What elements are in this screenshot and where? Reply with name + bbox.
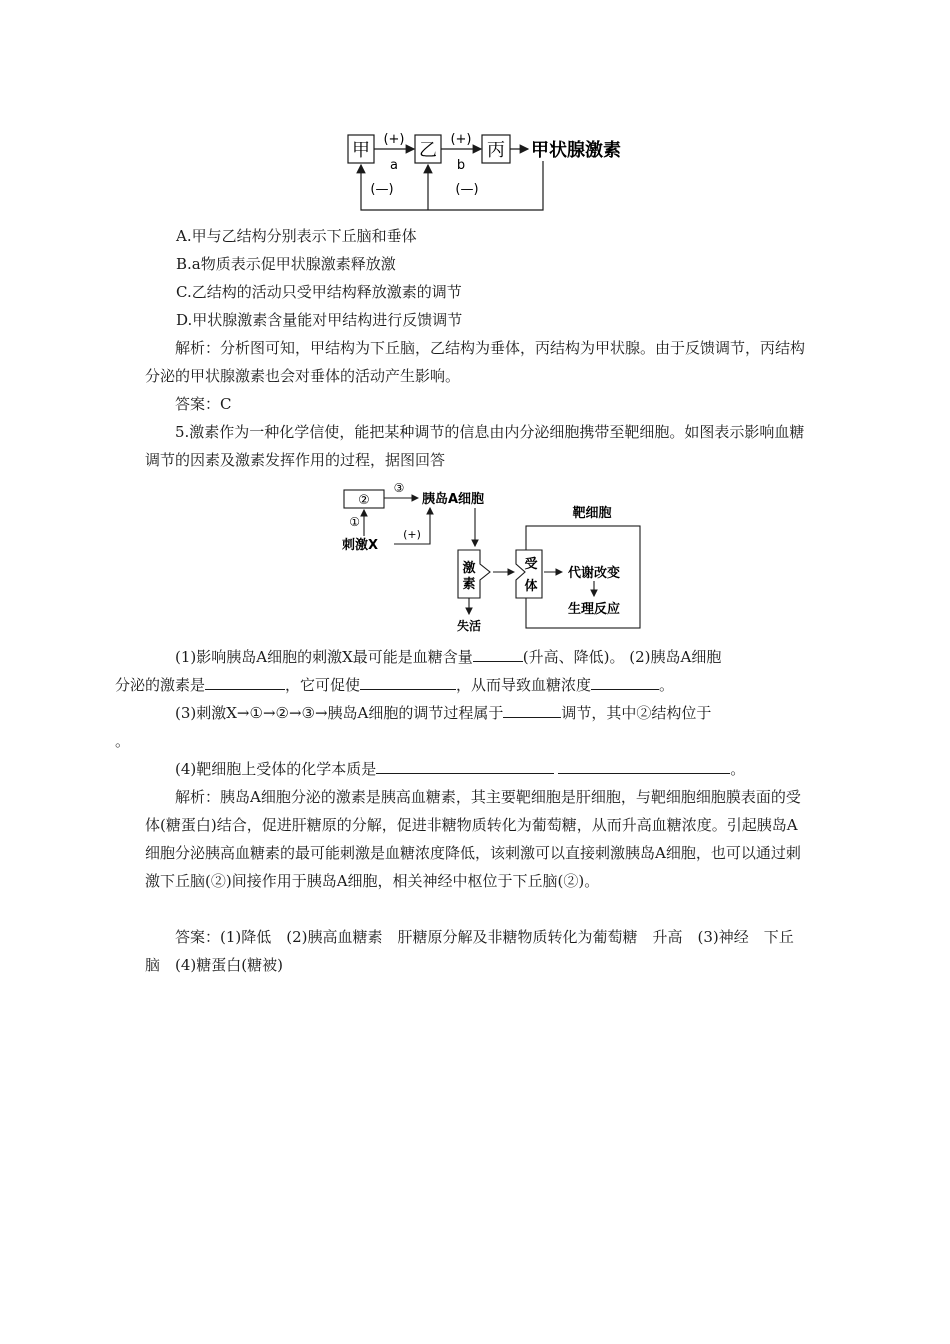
q5-analysis: 解析：胰岛A细胞分泌的激素是胰高血糖素，其主要靶细胞是肝细胞，与靶细胞细胞膜表面的受体(糖蛋白)结合，促进肝糖原的分解，促进非糖物质转化为葡萄糖，从而升高血糖浓度。引起胰岛A细胞分泌胰高血糖素的最可能刺激是血糖浓度降低，该刺激可以直接刺激胰岛A细胞，也可以通过刺激下丘脑(②)间接作用于胰岛A细胞，相关神经中枢位于下丘脑(②)。 [145, 788, 801, 890]
q5-blank-6[interactable] [376, 755, 554, 774]
output-label: 甲状腺激素 [531, 140, 621, 161]
node-2-label: ② [358, 493, 370, 508]
stimulus-label: 刺激X [342, 538, 379, 553]
q4-option-a: A.甲与乙结构分别表示下丘脑和垂体 [176, 227, 417, 245]
glucose-regulation-diagram [330, 478, 660, 638]
target-cell-label: 靶细胞 [572, 506, 612, 521]
hormone-label-1: 激 [462, 561, 476, 576]
q5-blank-3[interactable] [360, 671, 456, 690]
q5-part-4 [145, 755, 807, 783]
label-b: b [456, 158, 466, 173]
q4-answer: 答案：C [175, 395, 232, 413]
label-a: a [390, 158, 398, 173]
box-jia-label: 甲 [352, 140, 370, 161]
q5-p4-text-b: 。 [730, 760, 746, 778]
q5-p1-text-a: (1)影响胰岛A细胞的刺激X最可能是血糖含量 [175, 648, 473, 666]
box-yi-label: 乙 [419, 140, 437, 161]
node-1-label: ① [349, 515, 360, 529]
q5-blank-2[interactable] [205, 671, 285, 690]
q5-stem: 5.激素作为一种化学信使，能把某种调节的信息由内分泌细胞携带至靶细胞。如图表示影响血糖调节的因素及激素发挥作用的过程，据图回答 [145, 423, 805, 469]
q5-blank-5[interactable] [503, 699, 561, 718]
islet-cell-label: 胰岛A细胞 [422, 492, 485, 507]
q5-p1-text-b: (升高、降低)。 [522, 648, 625, 666]
q5-p3-text-b: 调节，其中②结构位于 [561, 704, 712, 722]
metabolism-label: 代谢改变 [568, 566, 621, 581]
plus-label-2: (+) [450, 132, 472, 147]
node-3-label: ③ [393, 481, 405, 495]
q4-option-d: D.甲状腺激素含量能对甲结构进行反馈调节 [176, 311, 463, 329]
q5-p4-text-a: (4)靶细胞上受体的化学本质是 [175, 760, 377, 778]
box-bing-label: 丙 [487, 140, 505, 161]
q5-p2-text-a: (2)胰岛A细胞 [629, 648, 722, 666]
q4-option-b: B.a物质表示促甲状腺激素释放激 [176, 255, 396, 273]
plus-label: (+) [403, 528, 421, 541]
inactivate-label: 失活 [456, 619, 482, 633]
q5-answer: 答案：(1)降低 (2)胰高血糖素 肝糖原分解及非糖物质转化为葡萄糖 升高 (3)神经 下丘脑 (4)糖蛋白(糖被) [145, 928, 794, 974]
plus-label-1: (+) [383, 132, 405, 147]
q5-blank-1[interactable] [473, 643, 523, 662]
q5-p2-text-c: ，它可促使 [285, 676, 361, 694]
hormone-label-2: 素 [462, 577, 476, 592]
q5-p2-text-d: ，从而导致血糖浓度 [456, 676, 592, 694]
receptor-label-1: 受 [524, 557, 538, 572]
q4-option-c: C.乙结构的活动只受甲结构释放激素的调节 [176, 283, 462, 301]
feedback-diagram [330, 125, 650, 220]
q4-analysis: 解析：分析图可知，甲结构为下丘脑，乙结构为垂体，丙结构为甲状腺。由于反馈调节，丙结构分泌的甲状腺激素也会对垂体的活动产生影响。 [145, 339, 806, 385]
physiology-label: 生理反应 [568, 602, 621, 617]
q5-blank-7[interactable] [558, 755, 730, 774]
q5-p2-text-e: 。 [659, 676, 675, 694]
minus-label-1: (—) [370, 182, 394, 197]
q5-p3-text-c: 。 [115, 732, 131, 750]
minus-label-2: (—) [455, 182, 479, 197]
receptor-label-2: 体 [524, 579, 538, 594]
q5-blank-4[interactable] [591, 671, 659, 690]
q5-p3-text-a: (3)刺激X→①→②→③→胰岛A细胞的调节过程属于 [175, 704, 504, 722]
q5-part-1-2 [115, 643, 807, 699]
q5-p2-text-b: 分泌的激素是 [115, 676, 206, 694]
q5-part-3 [115, 699, 807, 755]
